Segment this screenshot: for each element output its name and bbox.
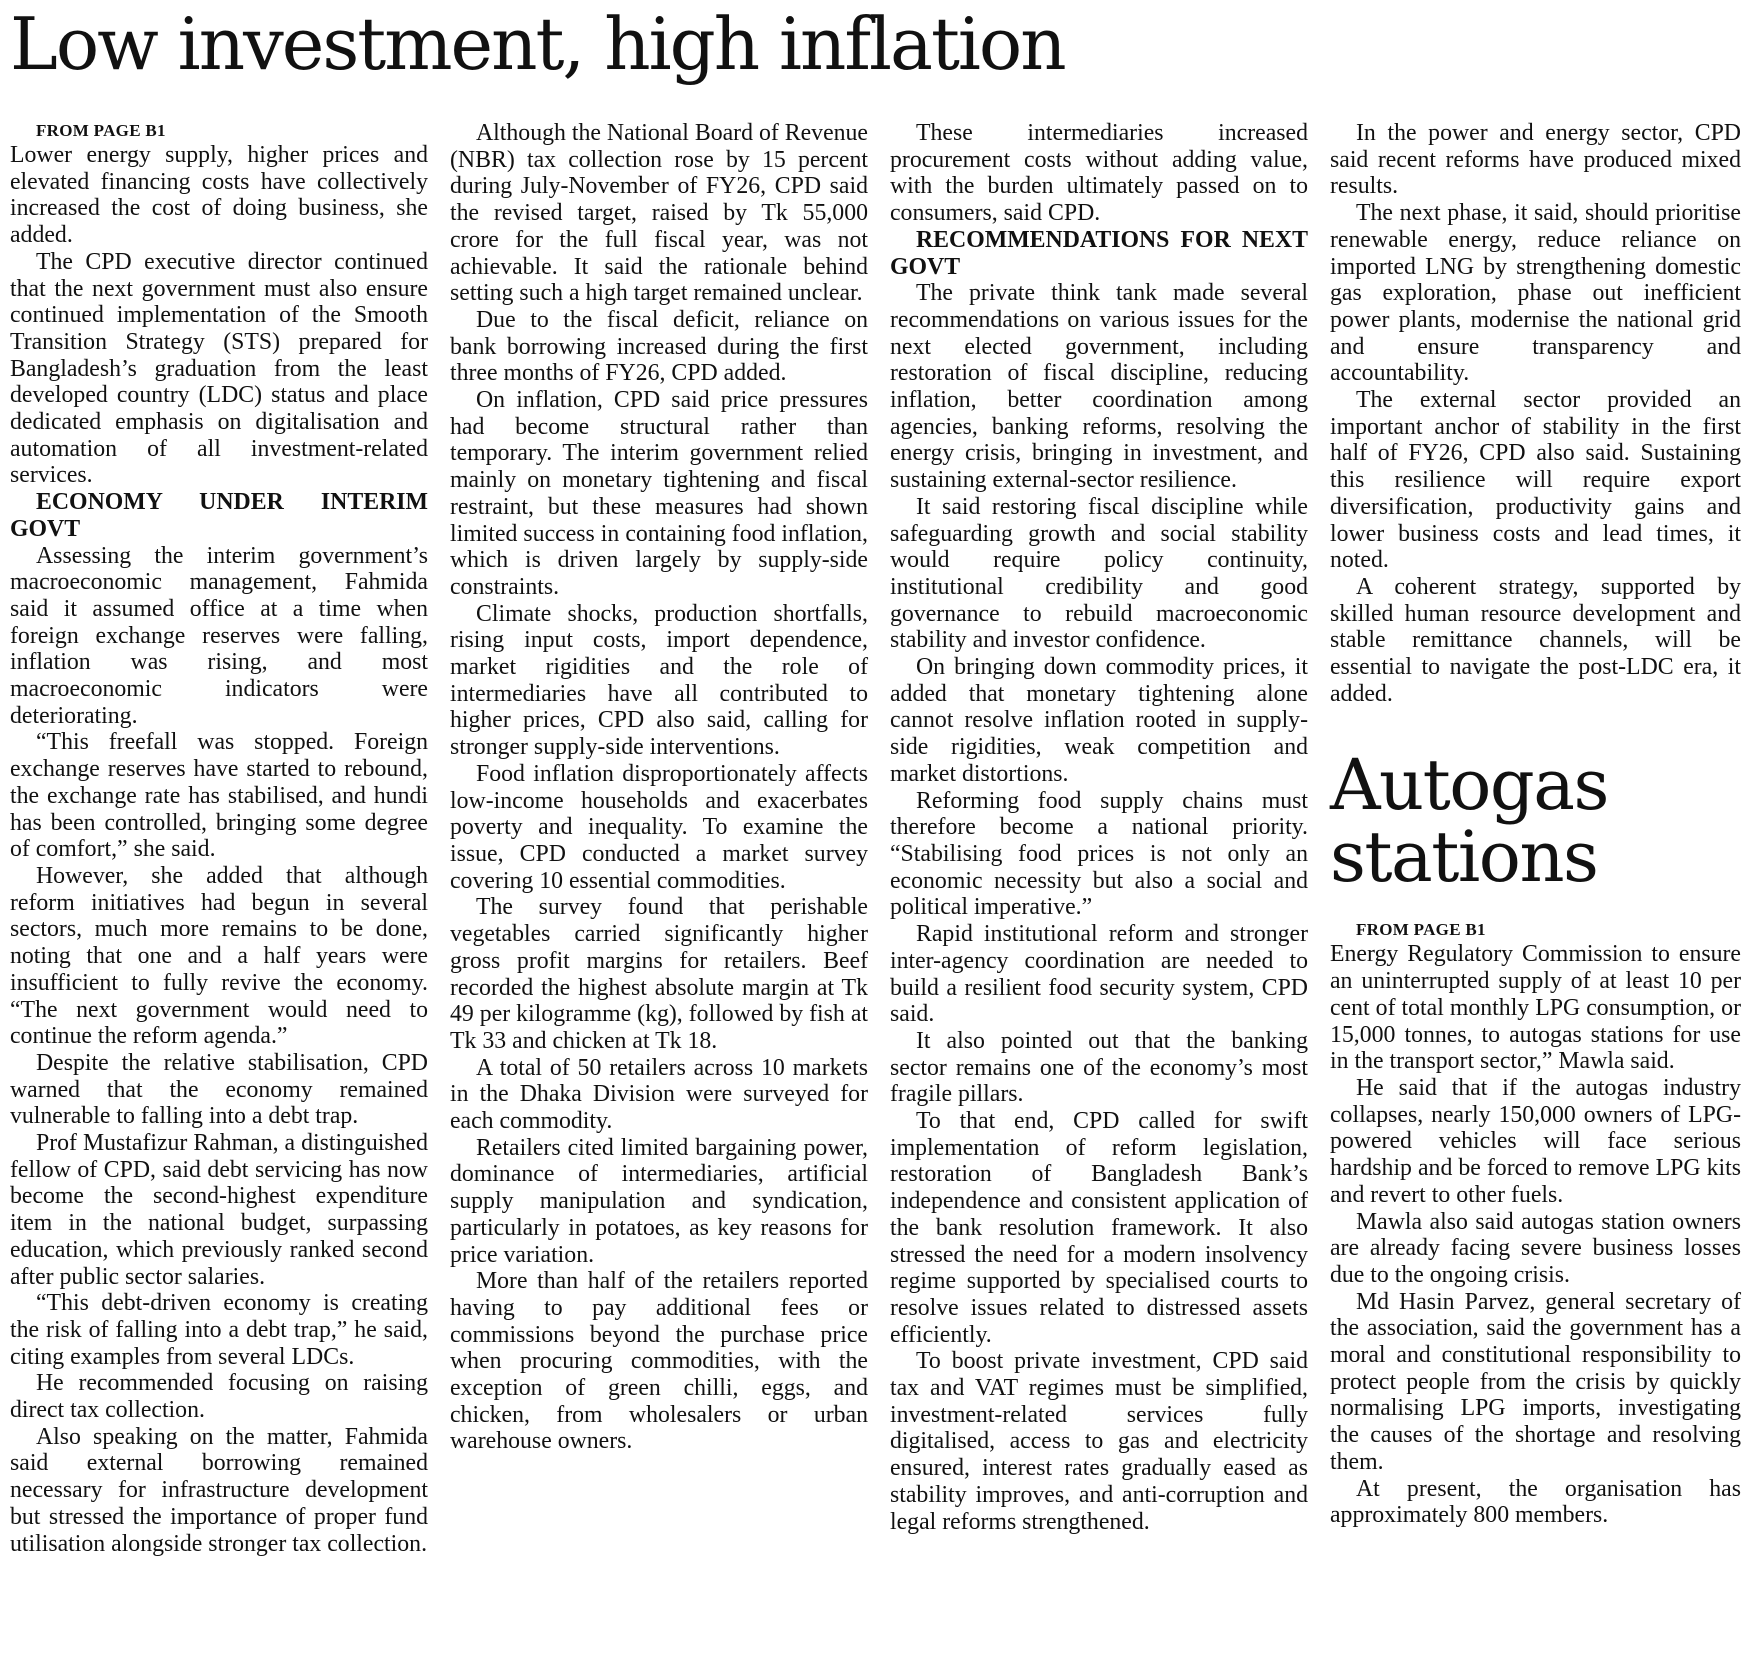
paragraph: The CPD executive director continued that the next government must also ensure continued implementation of the Smooth Transition Strategy (STS) prepared for Bangladesh’s graduation from the least developed country (LDC) status and place dedicated emphasis on digitalisation and automation of all investment-related services. bbox=[10, 248, 428, 489]
paragraph: These intermediaries increased procurement costs without adding value, with the burden ultimately passed on to consumers, said CPD. bbox=[890, 120, 1308, 227]
paragraph: The external sector provided an important anchor of stability in the first half of FY26, CPD also said. Sustaining this resilience will require export diversification, productivity gains and lower business costs and lead times, it noted. bbox=[1330, 387, 1741, 574]
paragraph: He recommended focusing on raising direct tax collection. bbox=[10, 1370, 428, 1424]
paragraph: The survey found that perishable vegetables carried significantly higher gross profit margins for retailers. Beef recorded the highest absolute margin at Tk 49 per kilogramme (kg), followed by fish at Tk 33 and chicken at Tk 18. bbox=[450, 894, 868, 1054]
subhead: ECONOMY UNDER INTERIM GOVT bbox=[10, 489, 428, 542]
article-column-1 bbox=[10, 120, 428, 1557]
article-column-3 bbox=[890, 120, 1308, 1535]
paragraph: Mawla also said autogas station owners are already facing severe business losses due to the ongoing crisis. bbox=[1330, 1208, 1741, 1288]
paragraph: Prof Mustafizur Rahman, a distinguished fellow of CPD, said debt servicing has now become the second-highest expenditure item in the national budget, surpassing education, which previously ranked second after public sector salaries. bbox=[10, 1130, 428, 1290]
paragraph: He said that if the autogas industry collapses, nearly 150,000 owners of LPG-powered vehicles will face serious hardship and be forced to remove LPG kits and revert to other fuels. bbox=[1330, 1074, 1741, 1208]
headline: Low investment, high inflation bbox=[10, 2, 1065, 86]
paragraph: Assessing the interim government’s macroeconomic management, Fahmida said it assumed office at a time when foreign exchange reserves were falling, inflation was rising, and most macroeconomic indicators were deteriorating. bbox=[10, 542, 428, 729]
paragraph: Md Hasin Parvez, general secretary of the association, said the government has a moral and constitutional responsibility to protect people from the crisis by quickly normalising LPG imports, investigating the causes of the shortage and resolving them. bbox=[1330, 1288, 1741, 1475]
paragraph: Although the National Board of Revenue (NBR) tax collection rose by 15 percent during July-November of FY26, CPD said the revised target, raised by Tk 55,000 crore for the full fiscal year, was not achievable. It said the rationale behind setting such a high target remained unclear. bbox=[450, 120, 868, 307]
paragraph: However, she added that although reform initiatives had begun in several sectors, much more remains to be done, noting that one and a half years were insufficient to fully revive the economy. “The next government would need to continue the reform agenda.” bbox=[10, 862, 428, 1050]
article-column-2 bbox=[450, 120, 868, 1455]
paragraph: Also speaking on the matter, Fahmida said external borrowing remained necessary for infrastructure development but stressed the importance of proper fund utilisation alongside stronger tax collection. bbox=[10, 1423, 428, 1557]
paragraph: The private think tank made several recommendations on various issues for the next elected government, including restoration of fiscal discipline, reducing inflation, better coordination among agencies, banking reforms, resolving the energy crisis, bringing in investment, and sustaining external-sector resilience. bbox=[890, 280, 1308, 494]
paragraph: To boost private investment, CPD said tax and VAT regimes must be simplified, investment-related services fully digitalised, access to gas and electricity ensured, interest rates gradually eased as stability improves, and anti-corruption and legal reforms strengthened. bbox=[890, 1348, 1308, 1535]
paragraph: Due to the fiscal deficit, reliance on bank borrowing increased during the first three months of FY26, CPD added. bbox=[450, 306, 868, 387]
paragraph: On bringing down commodity prices, it added that monetary tightening alone cannot resolve inflation rooted in supply-side rigidities, weak competition and market distortions. bbox=[890, 654, 1308, 787]
paragraph: “This freefall was stopped. Foreign exchange reserves have started to rebound, the exchange rate has stabilised, and hundi has been controlled, bringing some degree of comfort,” she said. bbox=[10, 729, 428, 863]
paragraph: The next phase, it said, should prioritise renewable energy, reduce reliance on imported LNG by strengthening domestic gas exploration, phase out inefficient power plants, modernise the national grid and ensure transparency and accountability. bbox=[1330, 200, 1741, 387]
paragraph: On inflation, CPD said price pressures had become structural rather than temporary. The interim government relied mainly on monetary tightening and fiscal restraint, but these measures had shown limited success in containing food inflation, which is driven largely by supply-side constraints. bbox=[450, 387, 868, 600]
paragraph: It also pointed out that the banking sector remains one of the economy’s most fragile pillars. bbox=[890, 1027, 1308, 1108]
second-story-kicker: FROM PAGE B1 bbox=[1356, 920, 1486, 940]
paragraph: To that end, CPD called for swift implementation of reform legislation, restoration of Bangladesh Bank’s independence and consistent application of the bank resolution framework. It also stressed the need for a modern insolvency regime supported by specialised courts to resolve issues related to distressed assets efficiently. bbox=[890, 1108, 1308, 1348]
kicker: FROM PAGE B1 bbox=[36, 121, 166, 140]
paragraph: A total of 50 retailers across 10 markets in the Dhaka Division were surveyed for each commodity. bbox=[450, 1054, 868, 1135]
paragraph: Energy Regulatory Commission to ensure an uninterrupted supply of at least 10 per cent of total monthly LPG consumption, or 15,000 tonnes, to autogas stations for use in the transport sector,” Mawla said. bbox=[1330, 941, 1741, 1075]
paragraph: Despite the relative stabilisation, CPD warned that the economy remained vulnerable to falling into a debt trap. bbox=[10, 1049, 428, 1130]
paragraph: “This debt-driven economy is creating the risk of falling into a debt trap,” he said, citing examples from several LDCs. bbox=[10, 1290, 428, 1370]
paragraph: More than half of the retailers reported having to pay additional fees or commissions beyond the purchase price when procuring commodities, with the exception of green chilli, eggs, and chicken, from wholesalers or urban warehouse owners. bbox=[450, 1268, 868, 1455]
article-column-4 bbox=[1330, 120, 1741, 1529]
paragraph: At present, the organisation has approximately 800 members. bbox=[1330, 1475, 1741, 1529]
paragraph: Lower energy supply, higher prices and elevated financing costs have collectively increased the cost of doing business, she added. bbox=[10, 142, 428, 249]
paragraph: Reforming food supply chains must therefore become a national priority. “Stabilising food prices is not only an economic necessity but also a social and political imperative.” bbox=[890, 787, 1308, 921]
paragraph: In the power and energy sector, CPD said recent reforms have produced mixed results. bbox=[1330, 120, 1741, 200]
paragraph: It said restoring fiscal discipline while safeguarding growth and social stability would require policy continuity, institutional credibility and good governance to rebuild macroeconomic stability and investor confidence. bbox=[890, 493, 1308, 654]
paragraph: Rapid institutional reform and stronger inter-agency coordination are needed to build a resilient food security system, CPD said. bbox=[890, 921, 1308, 1028]
subhead: RECOMMENDATIONS FOR NEXT GOVT bbox=[890, 226, 1308, 280]
paragraph: Food inflation disproportionately affects low-income households and exacerbates poverty and inequality. To examine the issue, CPD conducted a market survey covering 10 essential commodities. bbox=[450, 760, 868, 894]
paragraph: Retailers cited limited bargaining power, dominance of intermediaries, artificial supply manipulation and syndication, particularly in potatoes, as key reasons for price variation. bbox=[450, 1134, 868, 1268]
paragraph: Climate shocks, production shortfalls, rising input costs, import dependence, market rigidities and the role of intermediaries have all contributed to higher prices, CPD also said, calling for stronger supply-side interventions. bbox=[450, 600, 868, 761]
second-story-headline: Autogas stations bbox=[1330, 744, 1608, 899]
paragraph: A coherent strategy, supported by skilled human resource development and stable remittance channels, will be essential to navigate the post-LDC era, it added. bbox=[1330, 573, 1741, 707]
